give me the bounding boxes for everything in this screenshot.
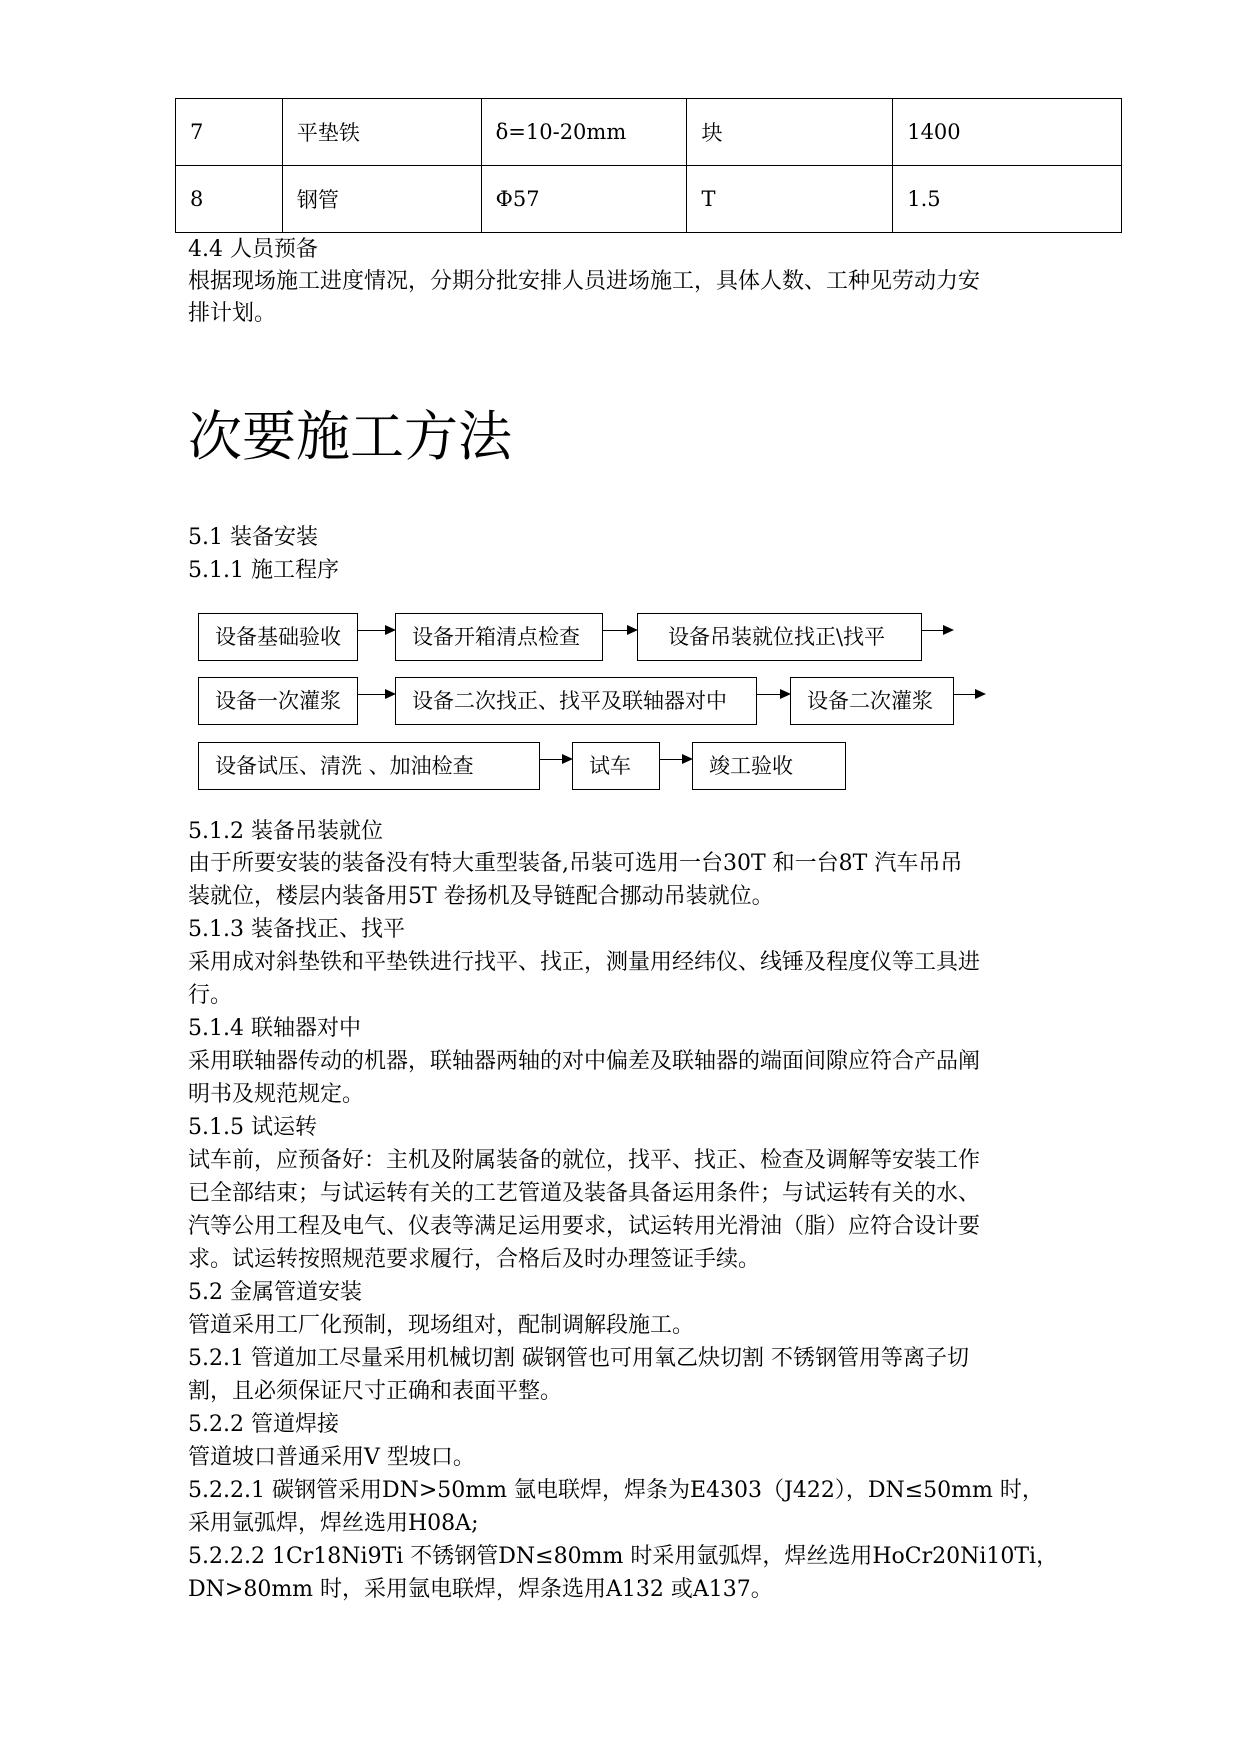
flow-arrow [603,630,636,631]
flow-step: 竣工验收 [692,742,846,790]
table-cell: T [687,166,893,233]
table-cell: 1.5 [893,166,1122,233]
section-heading-5-1-5: 5.1.5 试运转 [188,1115,317,1140]
paragraph-line: 已全部结束；与试运转有关的工艺管道及装备具备运用条件；与试运转有关的水、 [188,1181,981,1206]
section-heading-5-1-2: 5.1.2 装备吊装就位 [188,819,383,844]
paragraph-line: 采用氩弧焊，焊丝选用H08A; [188,1511,479,1536]
flow-step: 试车 [572,742,660,790]
paragraph-line: 5.2.2.2 1Cr18Ni9Ti 不锈钢管DN≤80mm 时采用氩弧焊，焊丝选用HoCr20Ni10Ti， [188,1544,1059,1569]
section-heading-5-2: 5.2 金属管道安装 [188,1280,362,1305]
flow-step: 设备一次灌浆 [198,677,358,725]
paragraph-line: 求。试运转按照规范要求履行，合格后及时办理签证手续。 [188,1247,761,1272]
section-heading-5-2-2: 5.2.2 管道焊接 [188,1412,339,1437]
flow-step: 设备吊装就位找正\找平 [637,613,922,661]
paragraph-line: 采用联轴器传动的机器，联轴器两轴的对中偏差及联轴器的端面间隙应符合产品阐 [188,1049,981,1074]
paragraph-line: 割，且必须保证尺寸正确和表面平整。 [188,1379,563,1404]
paragraph-line: 装就位，楼层内装备用5T 卷扬机及导链配合挪动吊装就位。 [188,884,774,909]
table-row [176,99,1122,166]
table-row [176,166,1122,233]
flow-step: 设备试压、清洗 、加油检查 [198,742,540,790]
table-cell: 1400 [893,99,1122,166]
flow-arrow [358,694,394,695]
table-cell: 平垫铁 [282,99,481,166]
paragraph-line: 管道坡口普通采用V 型坡口。 [188,1445,475,1470]
section-heading-5-1-1: 5.1.1 施工程序 [188,558,339,583]
flow-arrow [358,630,394,631]
section-heading-5-1-4: 5.1.4 联轴器对中 [188,1016,361,1041]
paragraph-line: 行。 [188,983,233,1008]
table-cell: 钢管 [282,166,481,233]
flow-arrow [540,759,571,760]
flow-step: 设备开箱清点检查 [395,613,603,661]
flow-arrow [757,694,789,695]
paragraph-line: 采用成对斜垫铁和平垫铁进行找平、找正，测量用经纬仪、线锤及程度仪等工具进 [188,950,981,975]
flow-arrow [954,694,984,695]
table-cell: Φ57 [481,166,687,233]
paragraph-line: 5.2.2.1 碳钢管采用DN>50mm 氩电联焊，焊条为E4303（J422），DN≤50mm 时， [188,1478,1044,1503]
table-cell: δ=10-20mm [481,99,687,166]
table-cell: 8 [176,166,283,233]
paragraph-line: 由于所要安装的装备没有特大重型装备,吊装可选用一台30T 和一台8T 汽车吊吊 [188,851,963,876]
section-heading-5-1-3: 5.1.3 装备找正、找平 [188,917,405,942]
paragraph-line: 5.2.1 管道加工尽量采用机械切割 碳钢管也可用氧乙炔切割 不锈钢管用等离子切 [188,1346,969,1371]
flow-step: 设备基础验收 [198,613,358,661]
paragraph-line: 管道采用工厂化预制，现场组对，配制调解段施工。 [188,1313,695,1338]
section-heading-5-1: 5.1 装备安装 [188,525,318,550]
paragraph-line: 试车前，应预备好：主机及附属装备的就位，找平、找正、检查及调解等安装工作 [188,1148,981,1173]
chapter-title: 次要施工方法 [188,405,512,468]
section-heading-4-4: 4.4 人员预备 [188,237,318,262]
materials-table [175,98,1122,233]
table-cell: 块 [687,99,893,166]
paragraph-line: 排计划。 [188,301,277,326]
table-cell: 7 [176,99,283,166]
flow-step: 设备二次找正、找平及联轴器对中 [395,677,757,725]
paragraph-line: 明书及规范规定。 [188,1082,365,1107]
paragraph-line: 汽等公用工程及电气、仪表等满足运用要求，试运转用光滑油（脂）应符合设计要 [188,1214,981,1239]
paragraph-line: 根据现场施工进度情况，分期分批安排人员进场施工，具体人数、工种见劳动力安 [188,269,981,294]
flow-step: 设备二次灌浆 [790,677,954,725]
paragraph-line: DN>80mm 时，采用氩电联焊，焊条选用A132 或A137。 [188,1577,773,1602]
flow-arrow [922,630,952,631]
flow-arrow [660,759,691,760]
